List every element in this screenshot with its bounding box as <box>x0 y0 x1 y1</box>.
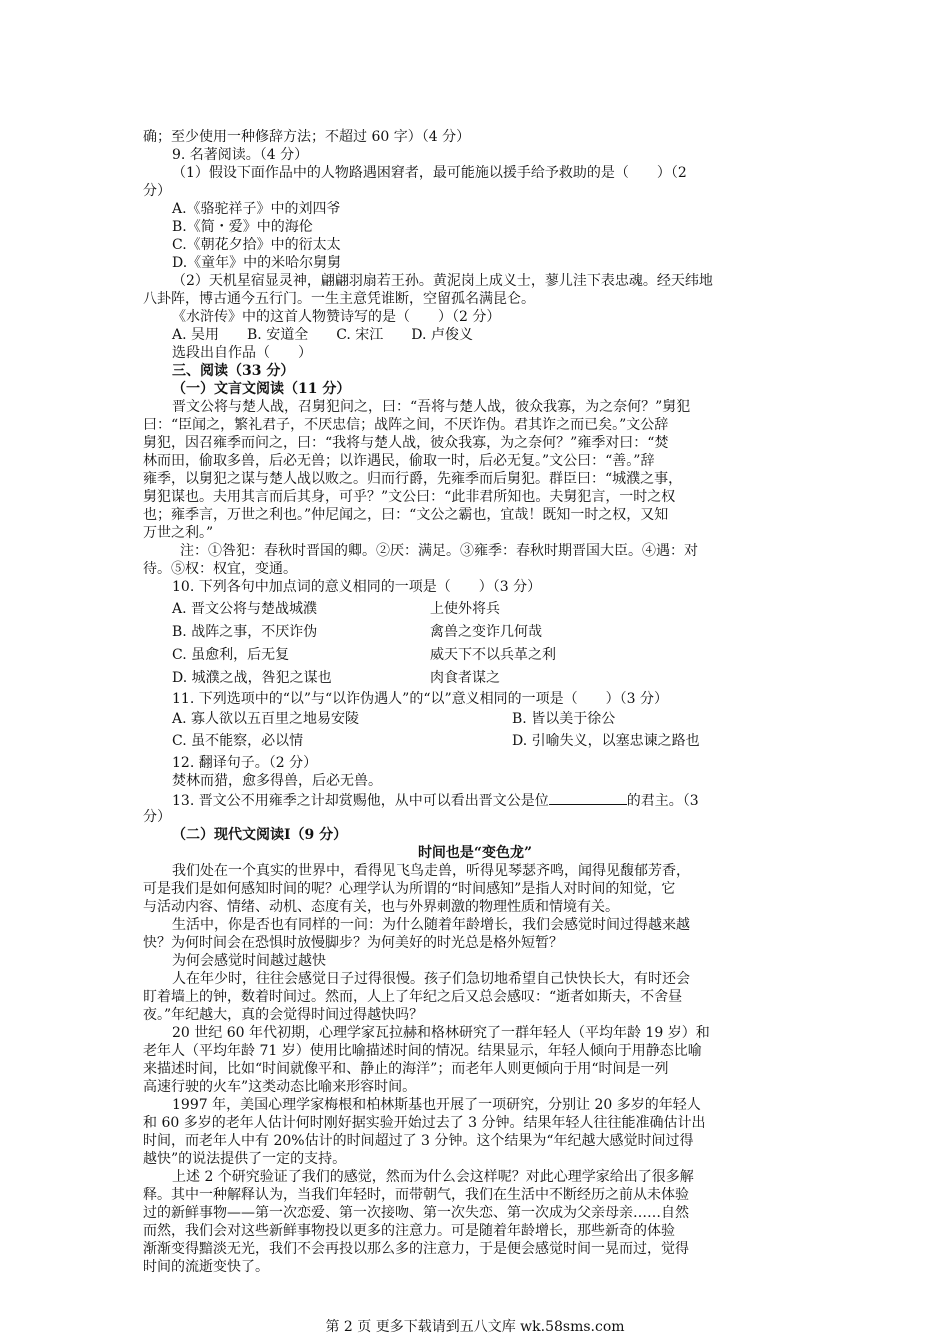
answer-blank <box>549 790 627 805</box>
text-line: 释。其中一种解释认为，当我们年轻时，而带朝气，我们在生活中不断经历之前从未体验 <box>143 1187 689 1203</box>
text-line: 分） <box>143 809 171 825</box>
q10-option-d-left: D. 城濮之战，咎犯之谋也 <box>172 670 332 686</box>
text-line: 渐渐变得黯淡无光，我们不会再投以那么多的注意力，于是便会感觉时间一晃而过，觉得 <box>143 1241 689 1257</box>
q10-option-a-left: A. 晋文公将与楚战城濮 <box>172 601 318 617</box>
text-line: 雍季，以舅犯之谋与楚人战以败之。归而行爵，先雍季而后舅犯。群臣曰：“城濮之事， <box>143 471 683 487</box>
q11-option-c: C. 虽不能察，必以情 <box>172 733 304 749</box>
text-line: 和 60 多岁的老年人估计何时刚好据实验开始过去了 3 分钟。结果年轻人往往能准确估计出 <box>143 1115 706 1131</box>
text-line: 我们处在一个真实的世界中，看得见飞鸟走兽，听得见琴瑟齐鸣，闻得见馥郁芳香， <box>172 863 690 879</box>
text-line: （2）天机星宿显灵神，翩翩羽扇若王孙。黄泥岗上成义士，蓼儿洼下表忠魂。经天纬地 <box>172 273 713 289</box>
text-line: 高速行驶的火车”这类动态比喻来形容时间。 <box>143 1079 417 1095</box>
text-line: 来描述时间，比如“时间就像平和、静止的海洋”；而老年人则更倾向于用“时间是一列 <box>143 1061 669 1077</box>
option-d: D.《童年》中的米哈尔舅舅 <box>172 255 342 271</box>
note-line: 待。⑤权：权宜，变通。 <box>143 561 297 577</box>
option-a: A.《骆驼祥子》中的刘四爷 <box>172 201 341 217</box>
text-line: 生活中，你是否也有同样的一问：为什么随着年龄增长，我们会感觉时间过得越来越 <box>172 917 690 933</box>
question-10: 10. 下列各句中加点词的意义相同的一项是（ ）（3 分） <box>172 579 542 595</box>
text-line: 舅犯谋也。夫用其言而后其身，可乎？”文公曰：“此非君所知也。夫舅犯言，一时之权 <box>143 489 676 505</box>
q10-option-d-right: 肉食者谋之 <box>430 670 500 686</box>
subsection-heading: （一）文言文阅读（11 分） <box>172 381 351 397</box>
q10-option-b-right: 禽兽之变诈几何哉 <box>430 624 542 640</box>
article-subheading: 为何会感觉时间越过越快 <box>172 953 326 969</box>
q10-option-a-right: 上使外将兵 <box>430 601 500 617</box>
text-line: 时间，而老年人中有 20%估计的时间超过了 3 分钟。这个结果为“年纪越大感觉时间过得 <box>143 1133 694 1149</box>
question-13 <box>172 790 699 810</box>
text-line: 也；雍季言，万世之利也。”仲尼闻之，曰：“文公之霸也，宜哉！既知一时之权，又知 <box>143 507 669 523</box>
options-row: A. 吴用 B. 安道全 C. 宋江 D. 卢俊义 <box>172 327 473 343</box>
option-c: C.《朝花夕拾》中的衍太太 <box>172 237 341 253</box>
text-line: 焚林而猎，愈多得兽，后必无兽。 <box>172 773 382 789</box>
text-line: 1997 年，美国心理学家梅根和柏林斯基也开展了一项研究，分别让 20 多岁的年轻人 <box>172 1097 701 1113</box>
subsection-heading: （二）现代文阅读Ⅰ（9 分） <box>172 827 348 843</box>
question-9: 9. 名著阅读。（4 分） <box>172 147 309 163</box>
text-line: 与活动内容、情绪、动机、态度有关，也与外界刺激的物理性质和情境有关。 <box>143 899 619 915</box>
text-line: 万世之利。” <box>143 525 214 541</box>
text-line: 越快”的说法提供了一定的支持。 <box>143 1151 347 1167</box>
text-line: 老年人（平均年龄 71 岁）使用比喻描述时间的情况。结果显示，年轻人倾向于用静态比喻 <box>143 1043 702 1059</box>
question-11: 11. 下列选项中的“以”与“以诈伪遇人”的“以”意义相同的一项是（ ）（3 分） <box>172 691 669 707</box>
text-line: 上述 2 个研究验证了我们的感觉，然而为什么会这样呢？对此心理学家给出了很多解 <box>172 1169 694 1185</box>
text-line: 曰：“臣闻之，繁礼君子，不厌忠信；战阵之间，不厌诈伪。君其诈之而已矣。”文公辞 <box>143 417 669 433</box>
text-line: 林而田，偷取多兽，后必无兽；以诈遇民，偷取一时，后必无复。”文公曰：“善。”辞 <box>143 453 655 469</box>
question-12: 12. 翻译句子。（2 分） <box>172 755 318 771</box>
text-line: 快？为何时间会在恐惧时放慢脚步？为何美好的时光总是格外短暂？ <box>143 935 563 951</box>
text-line: 而然，我们会对这些新鲜事物投以更多的注意力。可是随着年龄增长，那些新奇的体验 <box>143 1223 675 1239</box>
option-b: B.《简・爱》中的海伦 <box>172 219 313 235</box>
text-line: 夜。”年纪越大，真的会觉得时间过得越快吗？ <box>143 1007 424 1023</box>
text-line: 分） <box>143 183 171 199</box>
q13-text: 13. 晋文公不用雍季之计却赏赐他，从中可以看出晋文公是位 <box>172 793 549 809</box>
q10-option-c-right: 威天下不以兵革之利 <box>430 647 556 663</box>
q10-option-b-left: B. 战阵之事，不厌诈伪 <box>172 624 318 640</box>
text-line: 选段出自作品（ ） <box>172 345 312 361</box>
page-footer: 第 2 页 更多下载请到五八文库 wk.58sms.com <box>325 1319 625 1335</box>
text-line: 盯着墙上的钟，数着时间过。然而，人上了年纪之后又总会感叹：“逝者如斯夫，不舍昼 <box>143 989 683 1005</box>
text-line: 可是我们是如何感知时间的呢？心理学认为所谓的“时间感知”是指人对时间的知觉，它 <box>143 881 676 897</box>
q11-option-b: B. 皆以美于徐公 <box>512 711 616 727</box>
text-line: 过的新鲜事物——第一次恋爱、第一次接吻、第一次失恋、第一次成为父亲母亲……自然 <box>143 1205 689 1221</box>
text-line: 20 世纪 60 年代初期，心理学家瓦拉赫和格林研究了一群年轻人（平均年龄 19 岁）和 <box>172 1025 710 1041</box>
text-line: （1）假设下面作品中的人物路遇困窘者，最可能施以援手给予救助的是（ ）（2 <box>172 165 687 181</box>
q10-option-c-left: C. 虽愈利，后无复 <box>172 647 290 663</box>
text-line: 时间的流逝变快了。 <box>143 1259 269 1275</box>
text-line: 八卦阵，博古通今五行门。一生主意凭谁断，空留孤名满昆仑。 <box>143 291 535 307</box>
q11-option-a: A. 寡人欲以五百里之地易安陵 <box>172 711 360 727</box>
text-line: 晋文公将与楚人战，召舅犯问之，曰：“吾将与楚人战，彼众我寡，为之奈何？”舅犯 <box>172 399 691 415</box>
text-line: 舅犯，因召雍季而问之，曰：“我将与楚人战，彼众我寡，为之奈何？”雍季对曰：“焚 <box>143 435 669 451</box>
article-title: 时间也是“变色龙” <box>417 845 533 861</box>
q11-option-d: D. 引喻失义，以塞忠谏之路也 <box>512 733 700 749</box>
text-line: 人在年少时，往往会感觉日子过得很慢。孩子们急切地希望自己快快长大，有时还会 <box>172 971 690 987</box>
q13-text-end: 的君主。（3 <box>626 793 699 809</box>
note-line: 注：①咎犯：春秋时晋国的卿。②厌：满足。③雍季：春秋时期晋国大臣。④遇：对 <box>180 543 698 559</box>
text-line: 《水浒传》中的这首人物赞诗写的是（ ）（2 分） <box>172 309 501 325</box>
section-heading: 三、阅读（33 分） <box>172 363 295 379</box>
text-line: 确；至少使用一种修辞方法；不超过 60 字）（4 分） <box>143 129 471 145</box>
